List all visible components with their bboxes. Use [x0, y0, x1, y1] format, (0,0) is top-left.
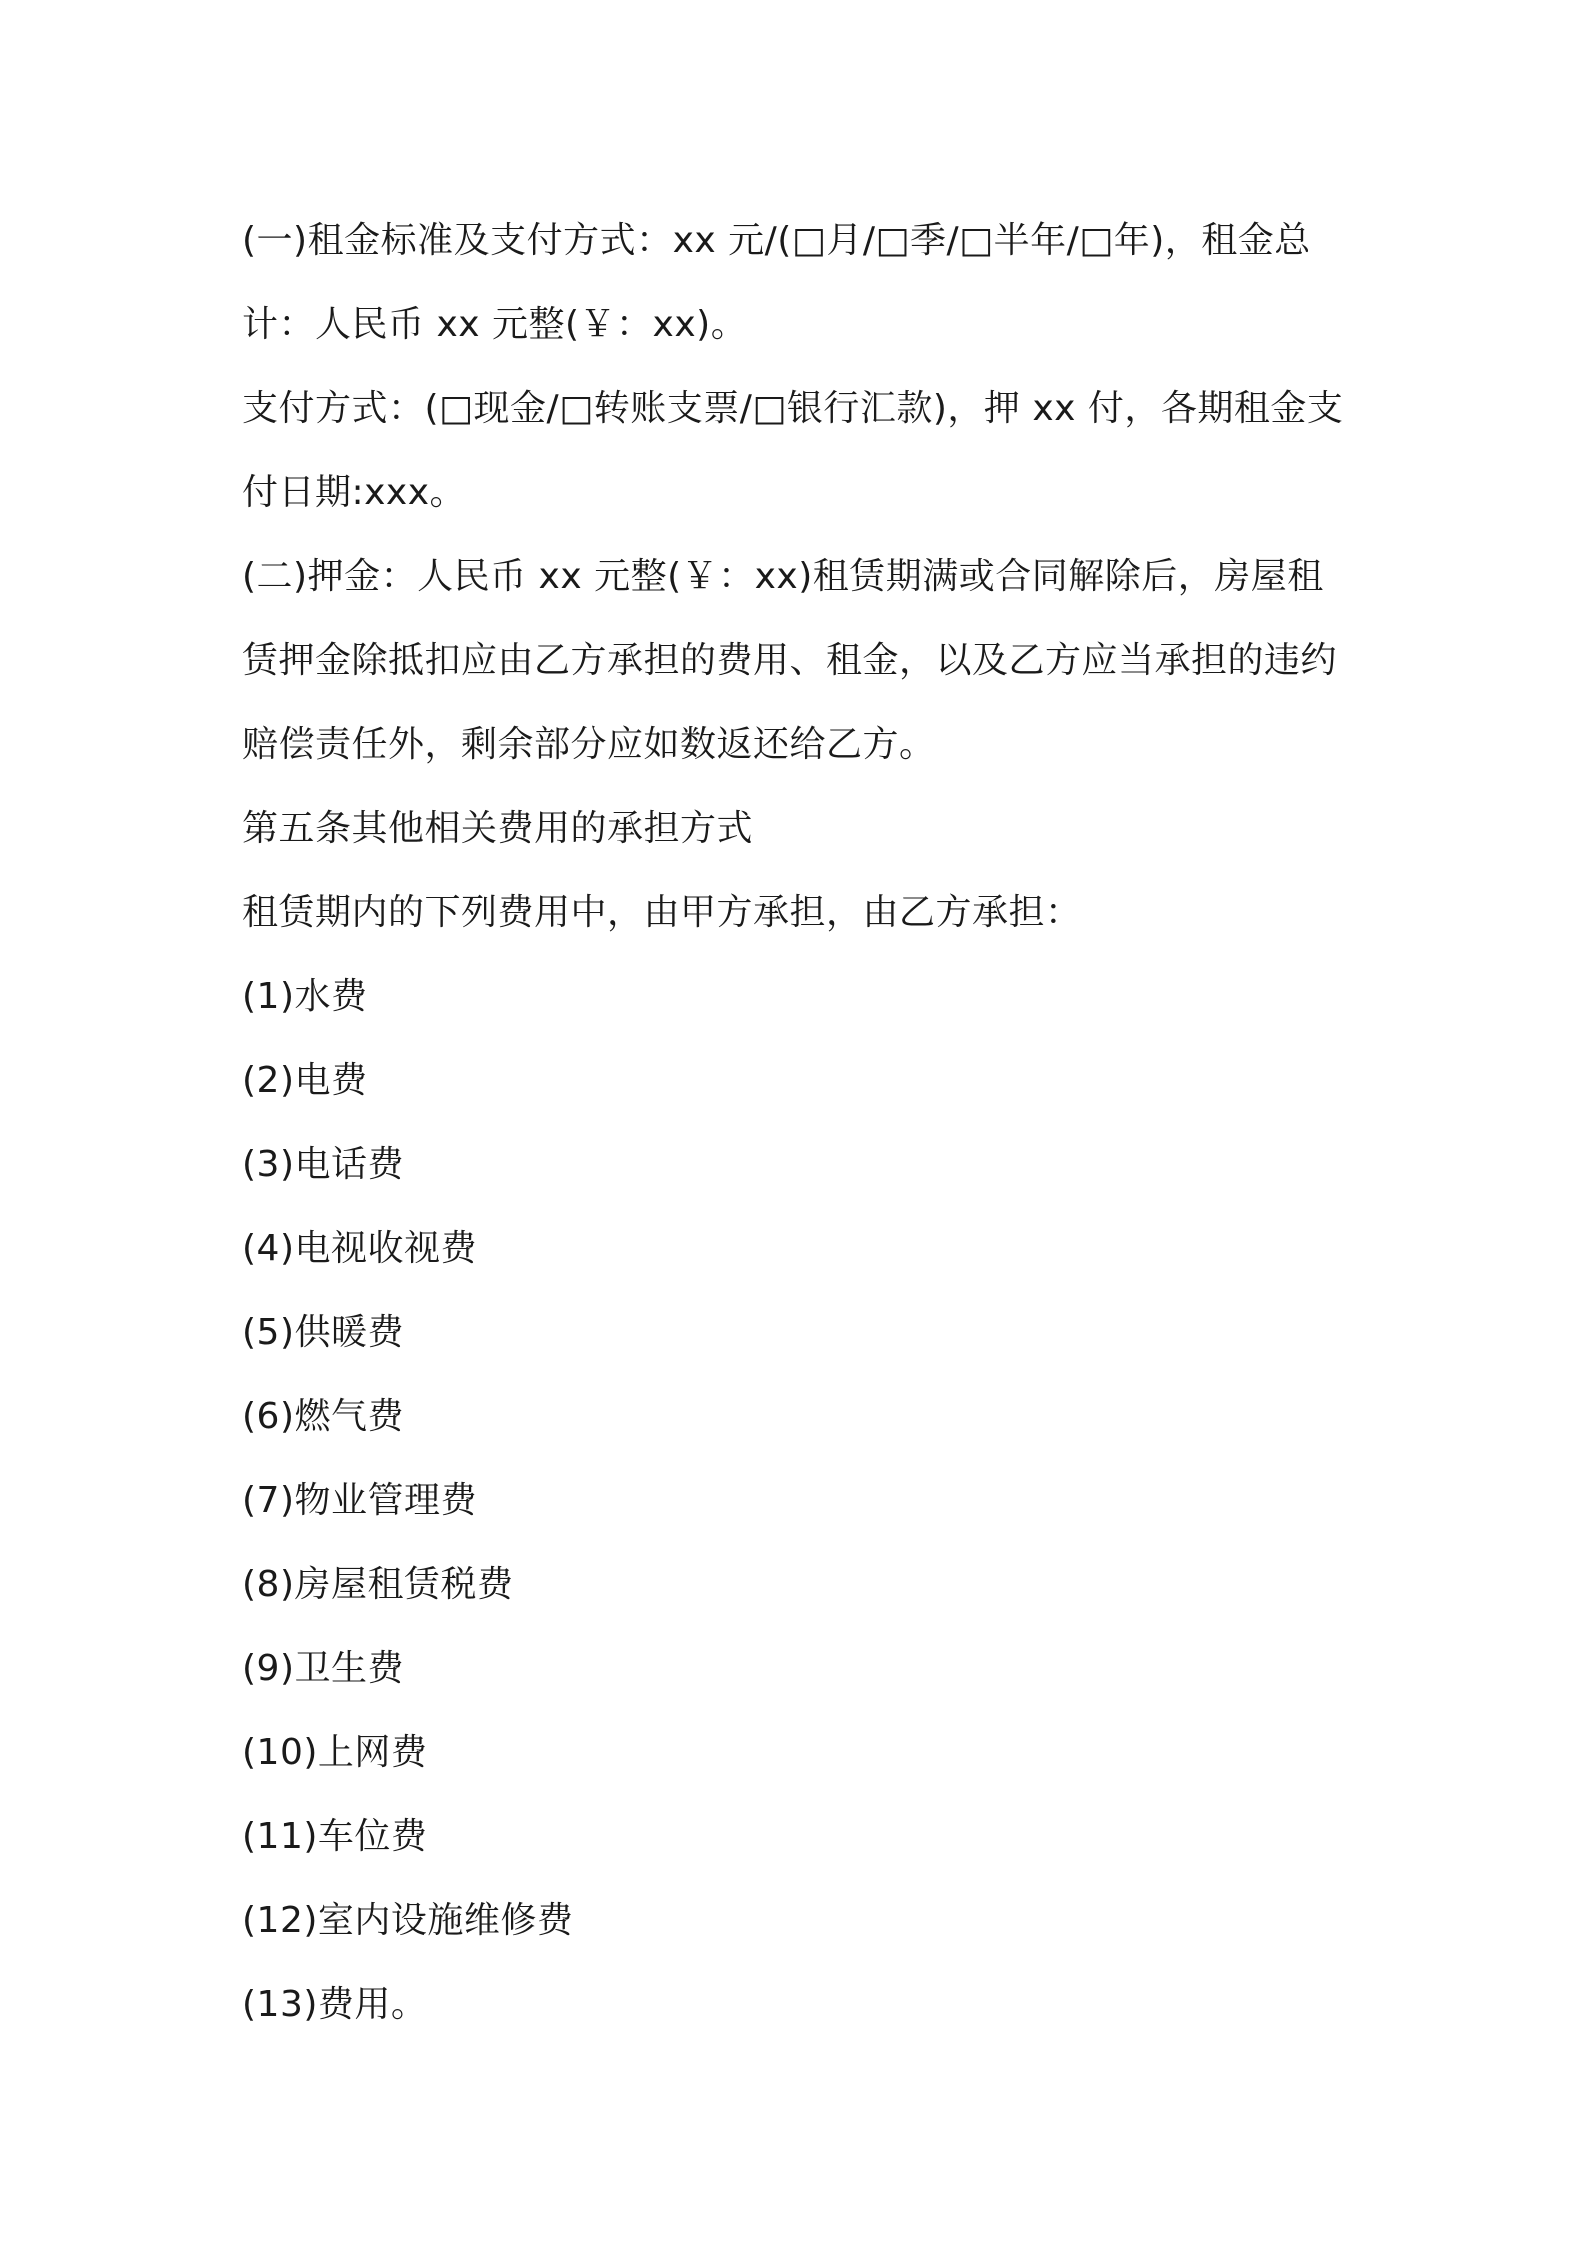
- fee-item-internet: (10)上网费: [242, 1732, 428, 1773]
- fee-item-sanitation: (9)卫生费: [242, 1648, 404, 1689]
- fee-item-electricity: (2)电费: [242, 1060, 368, 1101]
- fee-item-maintenance: (12)室内设施维修费: [242, 1900, 574, 1941]
- fee-intro-line: 租赁期内的下列费用中，由甲方承担，由乙方承担：: [242, 892, 1082, 933]
- payment-method-paragraph: 支付方式：(□现金/□转账支票/□银行汇款)，押 xx 付，各期租金支付日期:xxx。: [242, 388, 1344, 513]
- fee-item-rental-tax: (8)房屋租赁税费: [242, 1564, 514, 1605]
- fee-item-tv: (4)电视收视费: [242, 1228, 477, 1269]
- article-five-heading: 第五条其他相关费用的承担方式: [242, 808, 754, 849]
- fee-item-other: (13)费用。: [242, 1984, 428, 2025]
- fee-item-water: (1)水费: [242, 976, 368, 1017]
- fee-item-heating: (5)供暖费: [242, 1312, 404, 1353]
- fee-item-telephone: (3)电话费: [242, 1144, 404, 1185]
- fee-item-property-management: (7)物业管理费: [242, 1480, 477, 1521]
- fee-item-parking: (11)车位费: [242, 1816, 428, 1857]
- rent-standard-paragraph: (一)租金标准及支付方式：xx 元/(□月/□季/□半年/□年)，租金总计：人民币 xx 元整(￥：xx)。: [242, 220, 1311, 345]
- fee-item-gas: (6)燃气费: [242, 1396, 404, 1437]
- deposit-paragraph: (二)押金：人民币 xx 元整(￥：xx)租赁期满或合同解除后，房屋租赁押金除抵扣应由乙方承担的费用、租金，以及乙方应当承担的违约赔偿责任外，剩余部分应如数返还给乙方。: [242, 556, 1338, 765]
